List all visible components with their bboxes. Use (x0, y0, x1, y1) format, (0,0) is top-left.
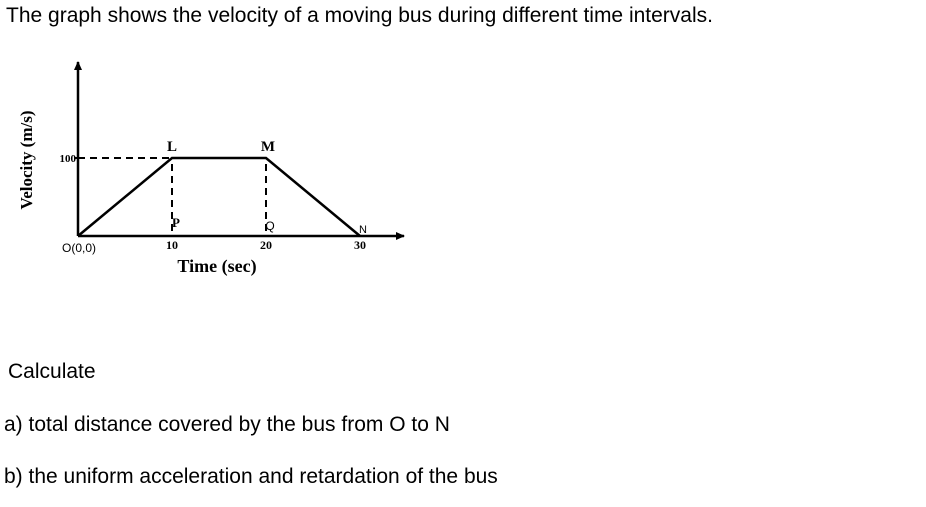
calculate-label: Calculate (8, 360, 96, 383)
x-axis-label: Time (sec) (177, 256, 257, 276)
x-tick-label-30: 30 (354, 238, 366, 252)
x-tick-label-20: 20 (260, 238, 272, 252)
question-part-a: a) total distance covered by the bus from O to N (4, 413, 450, 436)
foot-label-q: Q (265, 219, 275, 233)
y-axis-label: Velocity (m/s) (17, 110, 36, 210)
point-label-n: N (359, 224, 367, 236)
guide-lines (74, 158, 266, 232)
y-tick-label-100: 100 (59, 153, 76, 165)
foot-label-p: P (172, 215, 180, 230)
point-label-m: M (260, 139, 276, 155)
question-intro: The graph shows the velocity of a moving bus during different time intervals. (6, 4, 713, 27)
x-tick-label-10: 10 (166, 238, 178, 252)
origin-label: O(0,0) (62, 241, 97, 255)
series-line-velocity (78, 158, 360, 236)
question-part-b: b) the uniform acceleration and retardation of the bus (4, 465, 498, 488)
point-label-l: L (166, 139, 178, 155)
